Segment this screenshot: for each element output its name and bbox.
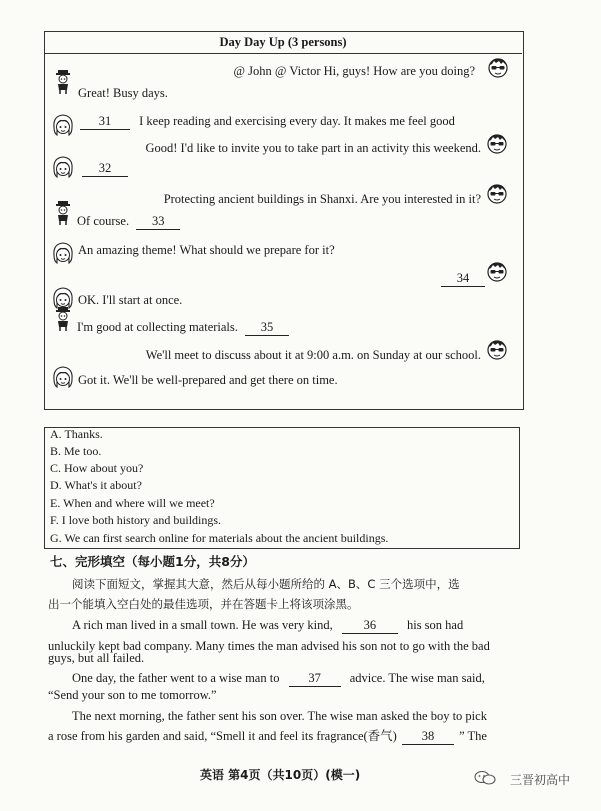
passage-text: advice. The wise man said,: [349, 671, 485, 685]
passage-line-2: unluckily kept bad company. Many times the man advised his son not to go with the bad: [48, 639, 490, 653]
message-victor-3: [77, 320, 289, 336]
wechat-icon: [474, 771, 496, 785]
passage-text: One day, the father went to a wise man to: [72, 671, 280, 685]
option-g[interactable]: G. We can first search online for materials about the ancient buildings.: [50, 531, 389, 545]
message-girl-4: OK. I'll start at once.: [78, 293, 183, 307]
passage-line-3: guys, but all failed.: [48, 651, 145, 665]
girl-avatar-icon: [52, 113, 74, 137]
message-girl-1: [80, 114, 455, 130]
passage-line-4: [72, 671, 485, 687]
chat-title-bar: [44, 31, 522, 54]
boy-glasses-avatar-icon: [486, 133, 508, 155]
blank-36[interactable]: 36: [342, 618, 398, 634]
message-john-1: @ John @ Victor Hi, guys! How are you doing?: [233, 64, 475, 78]
option-f[interactable]: F. I love both history and buildings.: [50, 513, 222, 527]
message-john-4: [441, 271, 485, 287]
blank-37[interactable]: 37: [289, 671, 341, 687]
instruction-line-2: 出一个能填入空白处的最佳选项，并在答题卡上将该项涂黑。: [48, 597, 359, 611]
option-c[interactable]: C. How about you?: [50, 461, 144, 475]
boy-avatar-icon: [55, 200, 71, 226]
blank-32[interactable]: 32: [82, 161, 128, 177]
boy-glasses-avatar-icon: [486, 183, 508, 205]
blank-34[interactable]: 34: [441, 271, 485, 287]
boy-avatar-icon: [55, 306, 71, 332]
blank-33[interactable]: 33: [136, 214, 180, 230]
instruction-line-1: 阅读下面短文，掌握其大意，然后从每小题所给的 A、B、C 三个选项中，选: [72, 577, 460, 591]
passage-text: A rich man lived in a small town. He was very kind,: [72, 618, 333, 632]
boy-glasses-avatar-icon: [487, 57, 509, 79]
boy-avatar-icon: [55, 69, 71, 95]
message-victor-2: [77, 214, 180, 230]
boy-glasses-avatar-icon: [486, 261, 508, 283]
option-b[interactable]: B. Me too.: [50, 444, 102, 458]
message-john-2: Good! I'd like to invite you to take part in an activity this weekend.: [145, 141, 481, 155]
blank-35[interactable]: 35: [245, 320, 289, 336]
page-footer: 英语 第4页（共10页）(模一): [200, 768, 361, 782]
passage-line-1: [72, 618, 463, 634]
message-girl-2: [82, 161, 128, 177]
option-a[interactable]: A. Thanks.: [50, 427, 103, 441]
passage-text: his son had: [406, 618, 464, 632]
message-girl-5: Got it. We'll be well-prepared and get there on time.: [78, 373, 338, 387]
passage-text: ” The: [459, 729, 487, 743]
option-e[interactable]: E. When and where will we meet?: [50, 496, 215, 510]
passage-line-6: The next morning, the father sent his son over. The wise man asked the boy to pick: [72, 709, 487, 723]
blank-31[interactable]: 31: [80, 114, 130, 130]
message-victor-1: Great! Busy days.: [78, 86, 168, 100]
message-john-5: We'll meet to discuss about it at 9:00 a.m. on Sunday at our school.: [145, 348, 481, 362]
message-john-3: Protecting ancient buildings in Shanxi. Are you interested in it?: [163, 192, 481, 206]
boy-glasses-avatar-icon: [486, 339, 508, 361]
girl-avatar-icon: [52, 241, 74, 265]
section-heading: 七、完形填空（每小题1分，共8分）: [50, 554, 255, 569]
blank-38[interactable]: 38: [402, 729, 454, 745]
message-girl-3: An amazing theme! What should we prepare for it?: [78, 243, 335, 257]
passage-line-7: [48, 726, 487, 745]
girl-avatar-icon: [52, 365, 74, 389]
passage-line-5: “Send your son to me tomorrow.”: [48, 688, 217, 702]
chat-title: Day Day Up (3 persons): [219, 35, 347, 49]
message-victor-2-text: Of course.: [77, 214, 130, 228]
passage-text: a rose from his garden and said, “Smell it and feel its fragrance(香气): [48, 729, 397, 743]
option-d[interactable]: D. What's it about?: [50, 478, 142, 492]
message-girl-1-text: I keep reading and exercising every day. It makes me feel good: [139, 114, 455, 128]
girl-avatar-icon: [52, 155, 74, 179]
message-victor-3-text: I'm good at collecting materials.: [77, 320, 238, 334]
watermark-text: 三晋初高中: [510, 773, 571, 787]
